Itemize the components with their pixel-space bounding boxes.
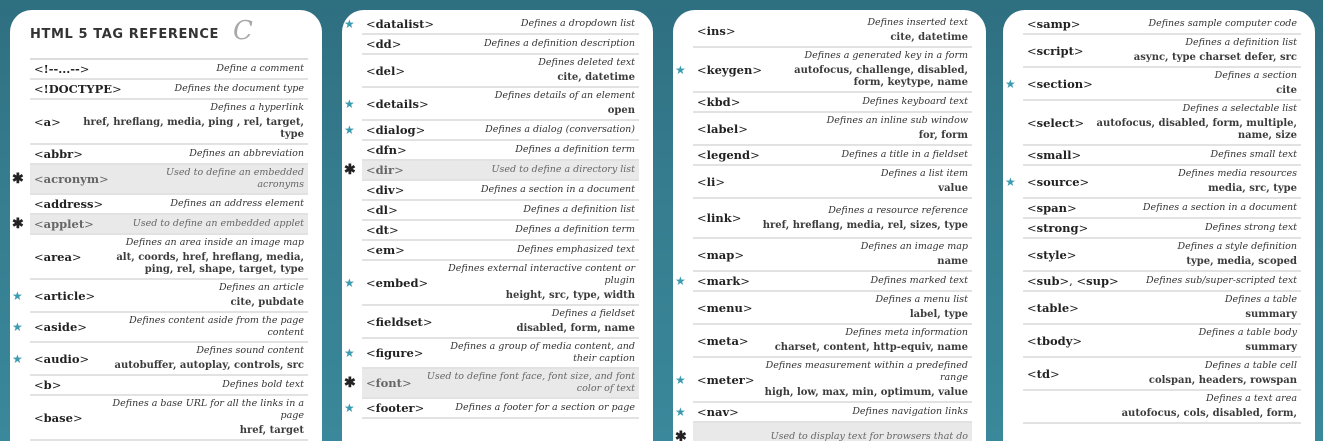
tag-info	[741, 205, 972, 232]
tag-info	[94, 218, 308, 230]
tag-row	[362, 306, 639, 339]
new-tag-star-icon: ★	[344, 123, 355, 137]
tag-description: Define a comment	[216, 63, 304, 74]
tag-row	[12, 343, 308, 376]
tag-row	[1023, 199, 1301, 219]
tag-name: <em>	[366, 243, 405, 257]
tag-info	[736, 17, 973, 44]
tag-info	[405, 57, 639, 84]
tag-info	[425, 124, 639, 136]
tag-row	[1023, 358, 1301, 391]
tag-name: <script>	[1027, 43, 1084, 58]
tag-row	[675, 48, 972, 93]
tag-name: <nav>	[697, 405, 739, 419]
tag-row	[362, 35, 639, 55]
tag-row	[30, 396, 308, 441]
tag-info	[754, 360, 972, 399]
tag-name: <style>	[1027, 247, 1077, 262]
tag-description: Defines media resources	[1178, 168, 1297, 179]
deprecated-asterisk-icon: ✱	[344, 162, 356, 178]
tag-description: Defines content aside from the page content	[129, 315, 304, 338]
tag-attributes: media, src, type	[1208, 183, 1297, 194]
tag-description: Defines a hyperlink	[210, 102, 304, 113]
tag-list	[1003, 10, 1315, 424]
tag-name: <!DOCTYPE>	[34, 82, 122, 96]
tag-name: <dir>	[366, 163, 404, 177]
tag-info	[753, 294, 973, 321]
new-tag-star-icon: ★	[1005, 76, 1016, 91]
tag-name: <a>	[34, 114, 61, 129]
tag-description: Defines an area inside an image map	[125, 237, 304, 248]
tag-description: Defines emphasized text	[517, 244, 635, 255]
tag-attributes: autofocus, challenge, disabled, form, keytype, name	[794, 65, 968, 88]
tag-row	[1023, 219, 1301, 239]
tag-description: Defines a list item	[880, 168, 968, 179]
tag-name: <label>	[697, 121, 748, 136]
tag-info	[762, 50, 972, 89]
tag-description: Defines a table body	[1198, 327, 1297, 338]
tag-attributes: cite, pubdate	[230, 297, 304, 308]
deprecated-asterisk-icon: ✱	[12, 216, 24, 232]
tag-info	[1060, 360, 1301, 387]
tag-name: <article>	[34, 288, 96, 303]
new-tag-star-icon: ★	[344, 17, 355, 31]
tag-row	[1023, 101, 1301, 146]
tag-info	[1084, 103, 1301, 142]
tag-row	[1005, 68, 1301, 101]
tag-info	[432, 308, 639, 335]
tag-row	[1023, 35, 1301, 68]
tag-description: Defines sample computer code	[1148, 18, 1297, 29]
tag-info	[739, 406, 972, 418]
tag-row	[30, 80, 308, 100]
tag-row	[362, 55, 639, 88]
tag-list	[10, 60, 322, 441]
tag-description: Defines a group of media content, and their caption	[450, 341, 635, 364]
tag-description: Defines a base URL for all the links in a page	[112, 398, 304, 421]
tag-name: <acronym>	[34, 172, 109, 186]
tag-row	[675, 272, 972, 292]
tag-row	[675, 403, 972, 423]
deprecated-asterisk-icon: ✱	[12, 171, 24, 187]
tag-info	[412, 371, 639, 395]
tag-name: <dd>	[366, 37, 402, 51]
tag-description: Defines bold text	[222, 379, 304, 390]
tag-row	[693, 325, 972, 358]
tag-row	[30, 235, 308, 280]
tag-row	[344, 399, 639, 419]
tag-info	[760, 149, 972, 161]
tag-description: Defines a menu list	[875, 294, 968, 305]
tag-row	[693, 292, 972, 325]
tag-info	[1077, 202, 1301, 214]
tag-row	[12, 165, 308, 195]
deprecated-asterisk-icon: ✱	[675, 428, 687, 441]
tag-description: Defines a definition term	[515, 224, 635, 235]
tag-row	[1023, 239, 1301, 272]
tag-attributes: cite	[1276, 85, 1297, 96]
tag-attributes: value	[938, 183, 968, 194]
tag-description: Defines a section in a document	[1142, 202, 1297, 213]
tag-description: Defines a definition list	[523, 204, 635, 215]
tag-attributes: alt, coords, href, hreflang, media, ping, rel, shape, target, type	[116, 252, 304, 275]
new-tag-star-icon: ★	[12, 320, 23, 334]
tag-description: Defines sub/super-scripted text	[1146, 275, 1297, 286]
tag-attributes: name	[937, 256, 968, 267]
tag-name: <audio>	[34, 351, 90, 366]
tag-row	[693, 93, 972, 113]
tag-name: <samp>	[1027, 17, 1081, 31]
tag-description: Defines a definition list	[1185, 37, 1297, 48]
new-tag-star-icon: ★	[12, 288, 23, 303]
tag-row	[362, 201, 639, 221]
tag-name: <details>	[366, 96, 429, 111]
tag-name: <source>	[1027, 174, 1090, 189]
tag-description: Defines a style definition	[1177, 241, 1297, 252]
tag-description: Used to display text for browsers that do	[770, 430, 968, 441]
tag-row	[693, 146, 972, 166]
tag-row	[362, 221, 639, 241]
tag-row	[344, 88, 639, 121]
tag-info	[399, 224, 639, 236]
tag-info	[1119, 275, 1301, 287]
tag-info	[1082, 327, 1301, 354]
tag-name: <abbr>	[34, 147, 83, 161]
tag-name: <footer>	[366, 401, 425, 415]
tag-info	[87, 315, 308, 339]
tag-name: <dialog>	[366, 123, 426, 137]
tag-info	[89, 345, 308, 372]
tag-row	[1023, 391, 1301, 424]
tag-name: <section>	[1027, 76, 1093, 91]
tag-attributes: href, hreflang, media, rel, sizes, type	[762, 219, 968, 231]
tag-row	[12, 313, 308, 343]
tag-description: Defines an image map	[860, 241, 968, 252]
tag-row	[30, 195, 308, 215]
new-tag-star-icon: ★	[675, 372, 686, 387]
tag-info	[697, 431, 972, 441]
new-tag-star-icon: ★	[12, 351, 23, 366]
tag-description: Defines a dialog (conversation)	[485, 124, 635, 135]
tag-name: <dl>	[366, 203, 398, 217]
tag-info	[109, 167, 308, 191]
tag-row	[1023, 146, 1301, 166]
tag-row	[675, 358, 972, 403]
tag-description: Defines keyboard text	[862, 96, 968, 107]
tag-info	[1027, 393, 1301, 420]
tag-description: Defines a fieldset	[551, 308, 635, 319]
tag-description: Defines strong text	[1205, 222, 1297, 233]
tag-name: <small>	[1027, 148, 1082, 162]
tag-row	[675, 423, 972, 441]
tag-attributes: autofocus, cols, disabled, form,	[1121, 408, 1297, 419]
tag-info	[434, 18, 639, 30]
tag-name: <dfn>	[366, 143, 407, 157]
tag-name: <embed>	[366, 275, 429, 290]
tag-row	[30, 60, 308, 80]
tag-row	[693, 239, 972, 272]
tag-description: Defines navigation links	[852, 406, 968, 417]
logo-icon: C	[233, 16, 253, 46]
tag-name: <dt>	[366, 223, 399, 237]
tag-name: <select>	[1027, 115, 1085, 130]
tag-row	[362, 141, 639, 161]
tag-name: <legend>	[697, 148, 760, 162]
tag-info	[428, 263, 639, 302]
tag-description: Defines a section in a document	[480, 184, 635, 195]
tag-attributes: charset, content, http-equiv, name	[774, 342, 968, 353]
tag-attributes: summary	[1245, 342, 1297, 353]
tag-description: Defines the document type	[174, 83, 304, 94]
tag-info	[725, 168, 972, 195]
tag-name: <sub>, <sup>	[1027, 274, 1119, 288]
tag-name: <link>	[697, 211, 742, 225]
new-tag-star-icon: ★	[344, 275, 355, 290]
tag-info	[122, 83, 308, 95]
tag-name: <!--...-->	[34, 62, 90, 76]
tag-name: <meta>	[697, 333, 749, 348]
tag-attributes: height, src, type, width	[505, 290, 635, 301]
tag-info	[429, 90, 639, 117]
tag-info	[744, 241, 972, 268]
tag-name: <font>	[366, 376, 412, 390]
tag-description: Used to define an embedded acronyms	[166, 167, 304, 190]
tag-attributes: for, form	[918, 130, 968, 141]
tag-attributes: href, hreflang, media, ping , rel, target, type	[83, 117, 304, 140]
tag-name: <address>	[34, 197, 104, 211]
tag-name: <td>	[1027, 366, 1060, 381]
tag-description: Used to define a directory list	[491, 164, 635, 175]
tag-row	[693, 15, 972, 48]
tag-row	[30, 100, 308, 145]
deprecated-asterisk-icon: ✱	[344, 375, 356, 391]
tag-name: <span>	[1027, 201, 1077, 215]
tag-description: Defines a generated key in a form	[804, 50, 968, 61]
new-tag-star-icon: ★	[675, 405, 686, 419]
tag-attributes: summary	[1245, 309, 1297, 320]
tag-description: Used to define an embedded applet	[132, 218, 304, 229]
tag-description: Defines a title in a fieldset	[841, 149, 968, 160]
tag-name: <figure>	[366, 346, 424, 360]
tag-attributes: async, type charset defer, src	[1133, 52, 1297, 63]
tag-info	[750, 275, 972, 287]
tag-info	[103, 198, 308, 210]
reference-column-3	[673, 10, 986, 441]
tag-attributes: disabled, form, name	[516, 323, 635, 334]
tag-info	[89, 63, 308, 75]
tag-description: Defines an inline sub window	[826, 115, 968, 126]
tag-description: Defines an abbreviation	[189, 148, 304, 159]
tag-info	[401, 38, 639, 50]
tag-attributes: open	[607, 105, 635, 116]
tag-info	[61, 102, 308, 141]
tag-attributes: autofocus, disabled, form, multiple, name, size	[1096, 118, 1297, 141]
tag-description: Defines inserted text	[867, 17, 968, 28]
tag-info	[82, 237, 308, 276]
page-title: HTML 5 TAG REFERENCE	[30, 26, 220, 42]
tag-description: Used to define font face, font size, and font color of text	[426, 371, 635, 394]
tag-row	[30, 376, 308, 396]
tag-name: <aside>	[34, 320, 87, 334]
tag-name: <kbd>	[697, 95, 741, 109]
tag-row	[362, 181, 639, 201]
tag-list	[673, 10, 986, 441]
tag-name: <keygen>	[697, 62, 762, 77]
tag-description: Defines sound content	[196, 345, 304, 356]
tag-description: Defines a definition description	[483, 38, 635, 49]
tag-description: Defines details of an element	[494, 90, 635, 101]
tag-attributes: autobuffer, autoplay, controls, src	[114, 360, 304, 371]
tag-description: Defines a resource reference	[828, 204, 968, 216]
tag-name: <fieldset>	[366, 314, 433, 329]
tag-attributes: colspan, headers, rowspan	[1148, 375, 1297, 386]
tag-description: Defines deleted text	[538, 57, 635, 68]
tag-row	[693, 199, 972, 239]
tag-info	[748, 115, 972, 142]
tag-row	[344, 121, 639, 141]
tag-info	[83, 148, 308, 160]
new-tag-star-icon: ★	[1005, 174, 1016, 189]
reference-column-4	[1003, 10, 1315, 441]
tag-description: Defines an article	[218, 282, 304, 293]
new-tag-star-icon: ★	[344, 401, 355, 415]
tag-row	[12, 215, 308, 235]
tag-description: Defines a table	[1224, 294, 1297, 305]
tag-row	[30, 145, 308, 165]
tag-name: <datalist>	[366, 17, 435, 31]
tag-info	[423, 341, 639, 365]
tag-name: <table>	[1027, 300, 1079, 315]
tag-description: Defines meta information	[845, 327, 968, 338]
tag-info	[1093, 70, 1301, 97]
tag-info	[1080, 18, 1301, 30]
tag-info	[749, 327, 972, 354]
tag-description: Defines marked text	[870, 275, 968, 286]
tag-name: <tbody>	[1027, 333, 1083, 348]
tag-info	[83, 398, 308, 437]
tag-info	[740, 96, 972, 108]
tag-description: Defines a text area	[1205, 393, 1297, 404]
tag-name: <base>	[34, 410, 83, 425]
tag-name: <b>	[34, 378, 62, 392]
tag-name: <li>	[697, 174, 726, 189]
tag-info	[407, 144, 639, 156]
tag-description: Defines a section	[1214, 70, 1297, 81]
tag-info	[404, 164, 639, 176]
tag-attributes: cite, datetime	[557, 72, 635, 83]
tag-description: Defines an address element	[170, 198, 304, 209]
tag-name: <div>	[366, 183, 405, 197]
tag-description: Defines external interactive content or plugin	[448, 263, 635, 286]
tag-attributes: type, media, scoped	[1186, 256, 1297, 267]
tag-row	[693, 166, 972, 199]
tag-info	[1088, 222, 1301, 234]
tag-name: <map>	[697, 247, 744, 262]
tag-name: <del>	[366, 63, 406, 78]
tag-name: <ins>	[697, 23, 736, 38]
tag-row	[1023, 15, 1301, 35]
tag-info	[404, 184, 639, 196]
tag-attributes: high, low, max, min, optimum, value	[764, 387, 968, 398]
tag-info	[1079, 294, 1301, 321]
tag-row	[344, 161, 639, 181]
tag-attributes: href, target	[239, 425, 304, 436]
tag-row	[1005, 166, 1301, 199]
reference-column-1	[10, 10, 322, 441]
new-tag-star-icon: ★	[344, 96, 355, 111]
tag-name: <area>	[34, 249, 82, 264]
tag-description: Defines a definition term	[515, 144, 635, 155]
tag-info	[1081, 149, 1301, 161]
tag-row	[344, 369, 639, 399]
tag-info	[95, 282, 308, 309]
tag-row	[344, 339, 639, 369]
tag-name: <mark>	[697, 274, 750, 288]
tag-description: Defines a dropdown list	[520, 18, 635, 29]
tag-row	[362, 241, 639, 261]
tag-info	[405, 244, 639, 256]
tag-row	[1023, 292, 1301, 325]
tag-row	[693, 113, 972, 146]
tag-info	[1089, 168, 1301, 195]
tag-info	[61, 379, 308, 391]
tag-description: Defines small text	[1210, 149, 1297, 160]
tag-info	[398, 204, 639, 216]
new-tag-star-icon: ★	[675, 274, 686, 288]
tag-attributes: cite, datetime	[890, 32, 968, 43]
tag-info	[1084, 37, 1301, 64]
tag-row	[1023, 272, 1301, 292]
tag-info	[424, 402, 639, 414]
tag-row	[1023, 325, 1301, 358]
tag-name: <meter>	[697, 372, 755, 387]
tag-row	[12, 280, 308, 313]
new-tag-star-icon: ★	[675, 62, 686, 77]
tag-name: <menu>	[697, 300, 753, 315]
tag-row	[344, 261, 639, 306]
tag-attributes: label, type	[909, 309, 968, 320]
tag-description: Defines a table cell	[1204, 360, 1297, 371]
tag-row	[344, 15, 639, 35]
header	[30, 10, 308, 60]
tag-description: Defines a selectable list	[1182, 103, 1297, 114]
tag-list	[342, 10, 653, 419]
tag-description: Defines measurement within a predefined range	[765, 360, 968, 383]
tag-name: <applet>	[34, 217, 94, 231]
tag-description: Defines a footer for a section or page	[455, 402, 635, 413]
tag-name: <strong>	[1027, 221, 1089, 235]
new-tag-star-icon: ★	[344, 346, 355, 360]
reference-column-2	[342, 10, 653, 441]
tag-info	[1076, 241, 1301, 268]
